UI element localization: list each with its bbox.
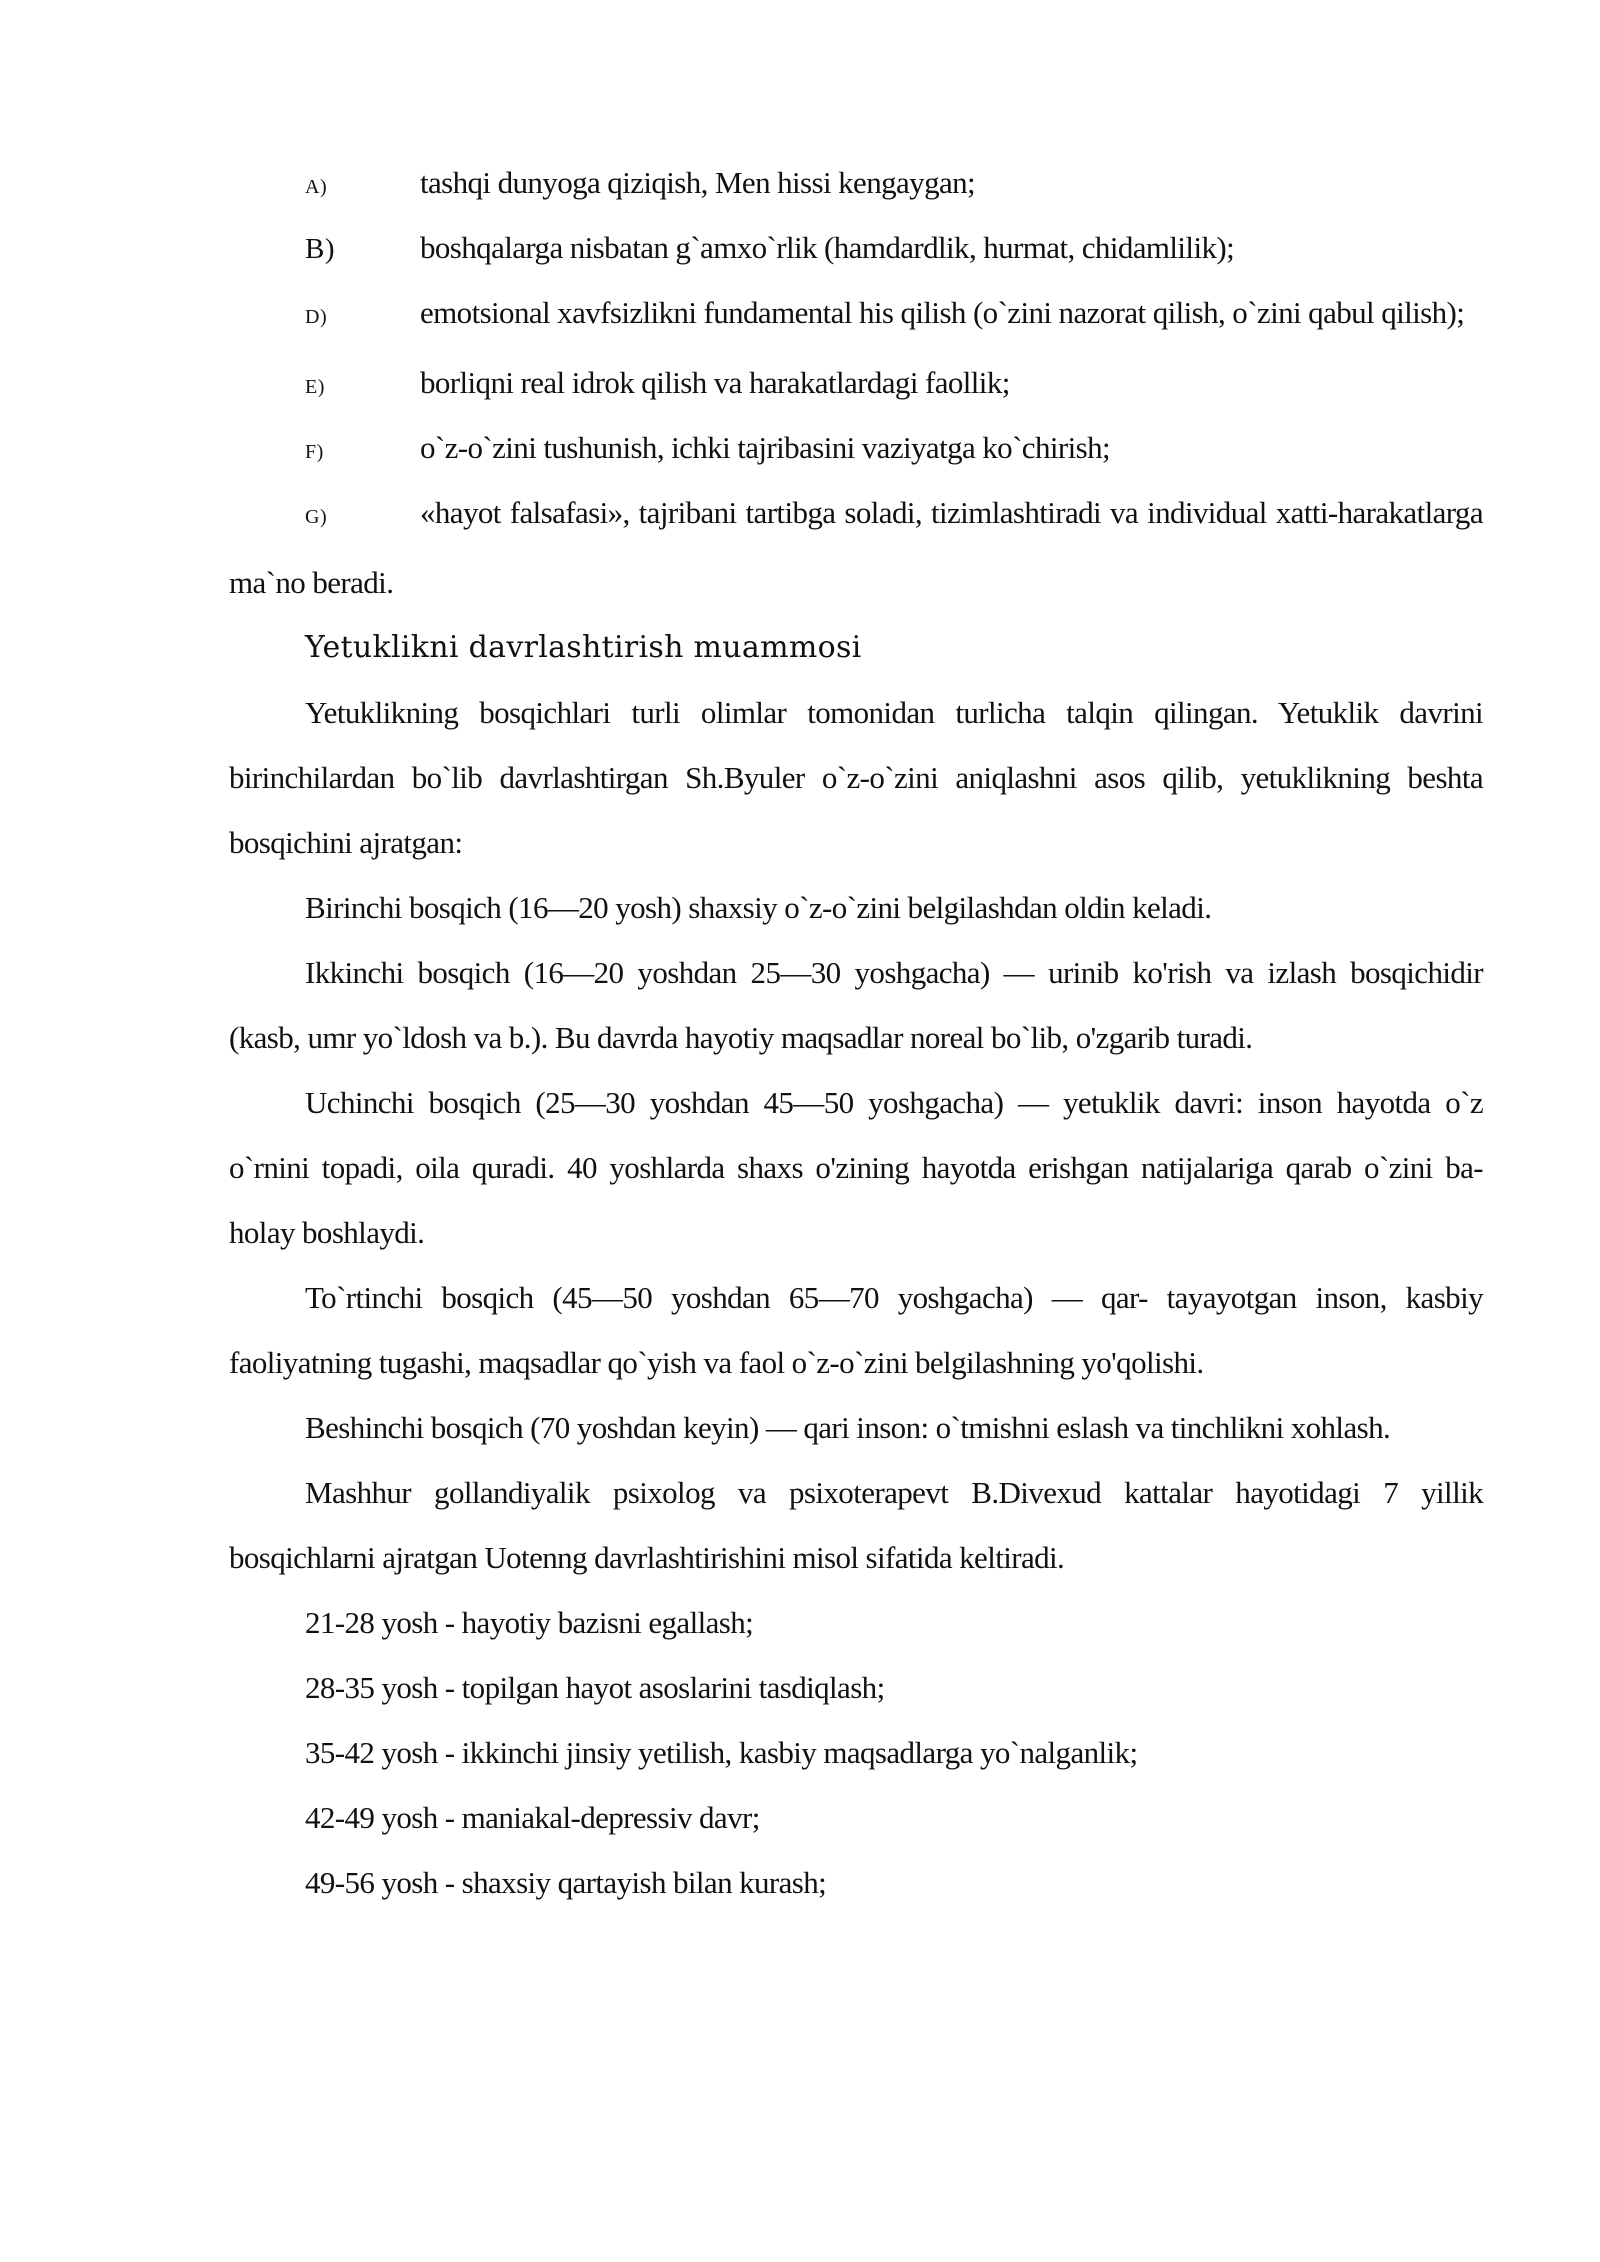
list-item [229, 215, 1483, 280]
list-marker: B) [305, 233, 335, 265]
list-marker: E) [305, 376, 325, 398]
age-stage-item: 35-42 yosh - ikkinchi jinsiy yetilish, kasbiy maqsadlarga yo`nalganlik; [305, 1735, 1138, 1770]
paragraph-stage-5: Beshinchi bosqich (70 yoshdan keyin) — qari inson: o`tmishni eslash va tinchlikni xohlash. [305, 1410, 1391, 1445]
section-heading: Yetuklikni davrlashtirish muammosi [305, 630, 862, 665]
age-stage-item: 42-49 yosh - maniakal-depressiv davr; [305, 1800, 760, 1835]
list-item [229, 415, 1483, 480]
list-item [229, 480, 1483, 615]
list-item-text: boshqalarga nisbatan g`amxo`rlik (hamdardlik, hurmat, chidamlilik); [420, 230, 1235, 265]
list-item-text: tashqi dunyoga qiziqish, Men hissi kengaygan; [420, 165, 976, 200]
list-item-text: «hayot falsafasi», tajribani tartibga soladi, tizimlashtiradi va individual xatti-harakatlarga ma`no beradi. [229, 495, 1483, 600]
paragraph-divexud: Mashhur gollandiyalik psixolog va psixoterapevt B.Divexud kattalar hayotidagi 7 yillik bosqichlarni ajratgan Uotenng davrlashtirishini misol sifatida keltiradi. [229, 1475, 1483, 1575]
paragraph-intro: Yetuklikning bosqichlari turli olimlar tomonidan turlicha talqin qilingan. Yetuklik davrini birinchilardan bo`lib davrlashtirgan Sh.Byuler o`z-o`zini aniqlashni asos qilib, yetuklikning beshta bosqichini ajratgan: [229, 695, 1483, 860]
age-stage-item: 21-28 yosh - hayotiy bazisni egallash; [305, 1605, 754, 1640]
list-item-text: o`z-o`zini tushunish, ichki tajribasini vaziyatga ko`chirish; [420, 430, 1110, 465]
age-stage-item: 28-35 yosh - topilgan hayot asoslarini tasdiqlash; [305, 1670, 885, 1705]
list-item [229, 280, 1483, 350]
paragraph-stage-3: Uchinchi bosqich (25—30 yoshdan 45—50 yoshgacha) — yetuklik davri: inson hayotda o`z o`rnini topadi, oila quradi. 40 yoshlarda shaxs o'zining hayotda erishgan natijalariga qarab o`zini ba- holay boshlaydi. [229, 1085, 1483, 1250]
paragraph-stage-2: Ikkinchi bosqich (16—20 yoshdan 25—30 yoshgacha) — urinib ko'rish va izlash bosqichidir (kasb, umr yo`ldosh va b.). Bu davrda hayotiy maqsadlar noreal bo`lib, o'zgarib turadi. [229, 955, 1483, 1055]
list-item [229, 150, 1483, 215]
list-marker: A) [305, 176, 328, 198]
list-marker: F) [305, 441, 324, 463]
list-item-text: borliqni real idrok qilish va harakatlardagi faollik; [420, 365, 1010, 400]
text-column [229, 150, 1483, 1915]
paragraph-stage-1: Birinchi bosqich (16—20 yosh) shaxsiy o`z-o`zini belgilashdan oldin keladi. [305, 890, 1212, 925]
list-item [229, 350, 1483, 415]
list-item-text: emotsional xavfsizlikni fundamental his qilish (o`zini nazorat qilish, o`zini qabul qilish); [420, 295, 1465, 330]
paragraph-stage-4: To`rtinchi bosqich (45—50 yoshdan 65—70 yoshgacha) — qar- tayayotgan inson, kasbiy faoliyatning tugashi, maqsadlar qo`yish va faol o`z-o`zini belgilashning yo'qolishi. [229, 1280, 1483, 1380]
list-marker: G) [305, 506, 328, 528]
age-stage-item: 49-56 yosh - shaxsiy qartayish bilan kurash; [305, 1865, 827, 1900]
list-marker: D) [305, 306, 328, 328]
